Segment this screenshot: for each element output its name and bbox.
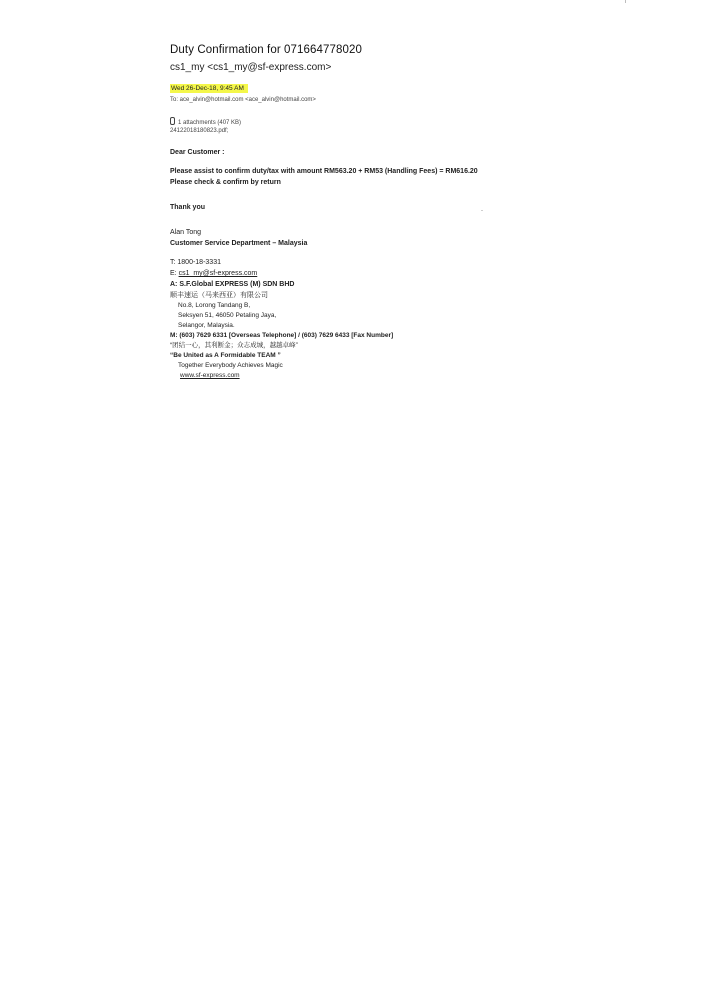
- signature-phone: T: 1800-18-3331: [170, 259, 221, 266]
- signature-website-link: www.sf-express.com: [180, 372, 240, 379]
- closing: Thank you: [170, 204, 206, 211]
- signature-email-row: [170, 268, 590, 279]
- signature-mobile-fax: M: (603) 7629 6331 [Overseas Telephone] / (603) 7629 6433 [Fax Number]: [170, 332, 394, 339]
- signature-motto-english: “Be United as A Formidable TEAM ”: [170, 352, 281, 359]
- address-line-3: Selangor, Malaysia.: [178, 322, 235, 329]
- email-sender: cs1_my <cs1_my@sf-express.com>: [170, 62, 332, 73]
- address-line-2: Seksyen 51, 46050 Petaling Jaya,: [178, 312, 277, 319]
- paperclip-icon: [170, 117, 175, 125]
- email-printout: [170, 44, 590, 381]
- signature-company-chinese: 顺丰速运（马来西亚）有限公司: [170, 292, 268, 299]
- address-line-1: No.8, Lorong Tandang B,: [178, 302, 251, 309]
- attachments-count: 1 attachments (407 KB): [178, 120, 242, 126]
- signature-motto-chinese: “团结一心，其利断金；众志成城，越越卓峰”: [170, 342, 298, 349]
- email-date-highlighted: Wed 26-Dec-18, 9:45 AM: [170, 84, 248, 93]
- body-request-line: Please assist to confirm duty/tax with amount RM563.20 + RM53 (Handling Fees) = RM616.20: [170, 168, 478, 175]
- body-confirm-line: Please check & confirm by return: [170, 179, 281, 186]
- signature-company: A: S.F.Global EXPRESS (M) SDN BHD: [170, 281, 295, 288]
- signature-email-prefix: E:: [170, 270, 179, 277]
- date-row: [170, 77, 590, 97]
- signature-name: Alan Tong: [170, 229, 202, 236]
- attachment-filename: 24122018180823.pdf;: [170, 128, 229, 134]
- attachments-summary: [170, 117, 590, 126]
- scan-mark: [625, 0, 626, 3]
- signature-department: Customer Service Department – Malaysia: [170, 240, 308, 247]
- salutation: Dear Customer :: [170, 149, 225, 156]
- signature-email-link: cs1_my@sf-express.com: [178, 270, 258, 277]
- email-recipient: To: ace_alvin@hotmail.com <ace_alvin@hotmail.com>: [170, 97, 316, 103]
- signature-tagline: Together Everybody Achieves Magic: [178, 362, 283, 369]
- email-subject: Duty Confirmation for 071664778020: [170, 44, 362, 56]
